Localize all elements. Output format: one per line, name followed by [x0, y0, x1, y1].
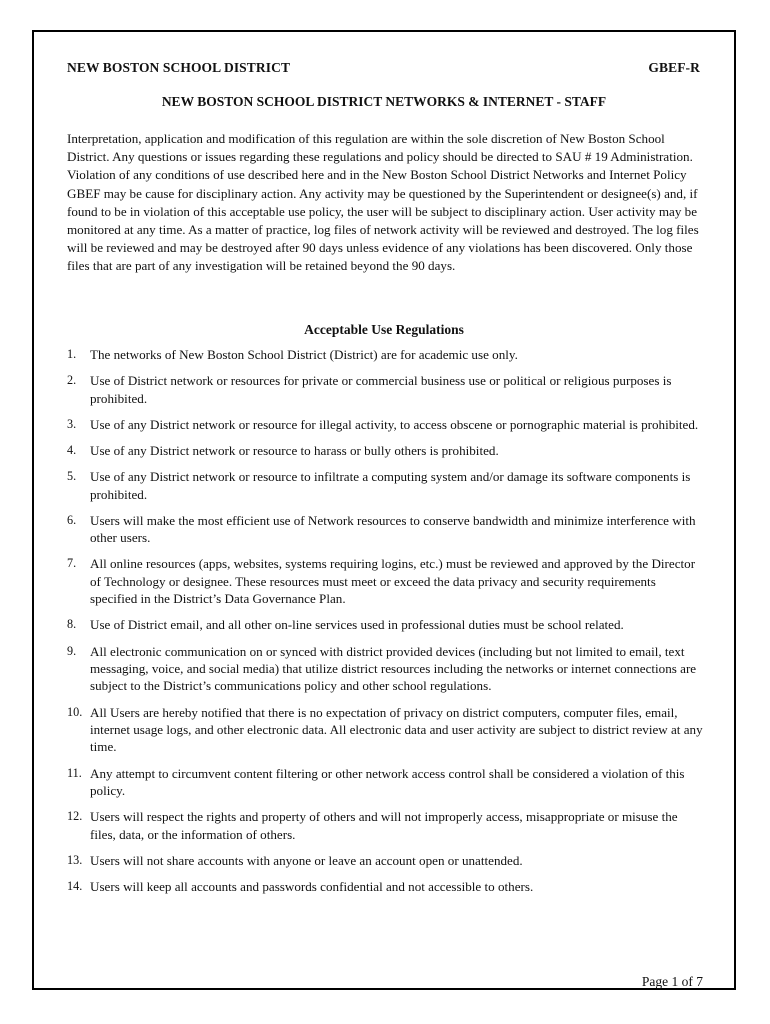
rule-item: [67, 765, 703, 800]
section-heading: Acceptable Use Regulations: [304, 322, 464, 337]
intro-paragraph: Interpretation, application and modification of this regulation are within the sole discretion of New Boston School District. Any questions or issues regarding these regulations and policy should be directed to SAU # 19 Administration. Violation of any conditions of use described here and in the New Boston School District Networks and Internet Policy GBEF may be cause for disciplinary action. Any activity may be questioned by the Superintendent or designee(s) and, if found to be in violation of this acceptable use policy, the user will be subject to disciplinary action. User activity may be monitored at any time. As a matter of practice, log files of network activity will be reviewed and destroyed. The log files will be reviewed and may be destroyed after 90 days unless evidence of any violations has been discovered. Only those files that are part of any investigation will be retained beyond the 90 days.: [67, 131, 699, 274]
district-name: NEW BOSTON SCHOOL DISTRICT: [67, 60, 291, 75]
rule-number: 13.: [67, 852, 83, 867]
rule-item: [67, 616, 703, 633]
rule-number: 5.: [67, 469, 77, 484]
rule-number: 1.: [67, 347, 77, 361]
rule-text: Users will respect the rights and property of others and will not improperly access, misappropriate or misuse the files, data, or the information of others.: [90, 809, 678, 842]
rule-number: 7.: [67, 556, 77, 571]
rule-item: [67, 346, 703, 363]
rule-number: 10.: [67, 704, 83, 719]
rule-text: Use of any District network or resource to harass or bully others is prohibited.: [90, 443, 499, 459]
rule-number: 9.: [67, 643, 77, 658]
rule-text: The networks of New Boston School District (District) are for academic use only.: [90, 347, 518, 362]
rule-item: [67, 512, 703, 547]
document-title: NEW BOSTON SCHOOL DISTRICT NETWORKS & INTERNET - STAFF: [161, 94, 607, 109]
rule-text: Use of District network or resources for private or commercial business use or political or religious purposes is prohibited.: [90, 373, 672, 406]
rule-text: All electronic communication on or synced with district provided devices (including but not limited to email, text messaging, voice, and social media) that utilize district resources including the networks or internet connections are subject to the District’s communications policy and other school regulations.: [90, 643, 697, 694]
rules-list: [67, 346, 703, 904]
rule-number: 3.: [67, 416, 77, 431]
rule-text: Users will keep all accounts and passwords confidential and not accessible to others.: [90, 879, 534, 895]
rule-item: [67, 372, 703, 407]
rule-text: All Users are hereby notified that there is no expectation of privacy on district computers, computer files, email, internet usage logs, and other electronic data. All electronic data and user activity are subject to district review at any time.: [90, 704, 703, 755]
rule-item: [67, 643, 703, 695]
rule-text: Users will make the most efficient use of Network resources to conserve bandwidth and minimize interference with other users.: [90, 512, 696, 546]
rule-item: [67, 704, 703, 756]
rule-item: [67, 442, 703, 459]
rule-text: Use of District email, and all other on-line services used in professional duties must be school related.: [90, 617, 624, 633]
rule-number: 6.: [67, 512, 77, 527]
rule-text: Use of any District network or resource for illegal activity, to access obscene or pornographic material is prohibited.: [90, 416, 699, 432]
rule-text: Use of any District network or resource to infiltrate a computing system and/or damage its software components is prohibited.: [90, 469, 691, 502]
document-header: [67, 60, 700, 76]
rule-item: [67, 555, 703, 607]
rule-item: [67, 416, 703, 433]
rule-item: [67, 878, 703, 895]
rule-number: 4.: [67, 443, 77, 458]
rule-number: 14.: [67, 879, 83, 894]
rule-number: 8.: [67, 617, 77, 632]
page-number: Page 1 of 7: [641, 974, 703, 989]
rule-text: All online resources (apps, websites, systems requiring logins, etc.) must be reviewed and approved by the Director of Technology or designee. These resources must meet or exceed the data privacy and security requirements specified in the District’s Data Governance Plan.: [90, 556, 696, 607]
rule-item: [67, 468, 703, 503]
rule-number: 12.: [67, 809, 83, 824]
rule-text: Any attempt to circumvent content filtering or other network access control shall be considered a violation of this policy.: [90, 765, 685, 799]
rule-item: [67, 808, 703, 843]
rule-text: Users will not share accounts with anyone or leave an account open or unattended.: [90, 852, 523, 868]
rule-number: 2.: [67, 373, 77, 388]
rule-number: 11.: [67, 765, 82, 780]
rule-item: [67, 852, 703, 869]
policy-code: GBEF-R: [648, 60, 700, 75]
